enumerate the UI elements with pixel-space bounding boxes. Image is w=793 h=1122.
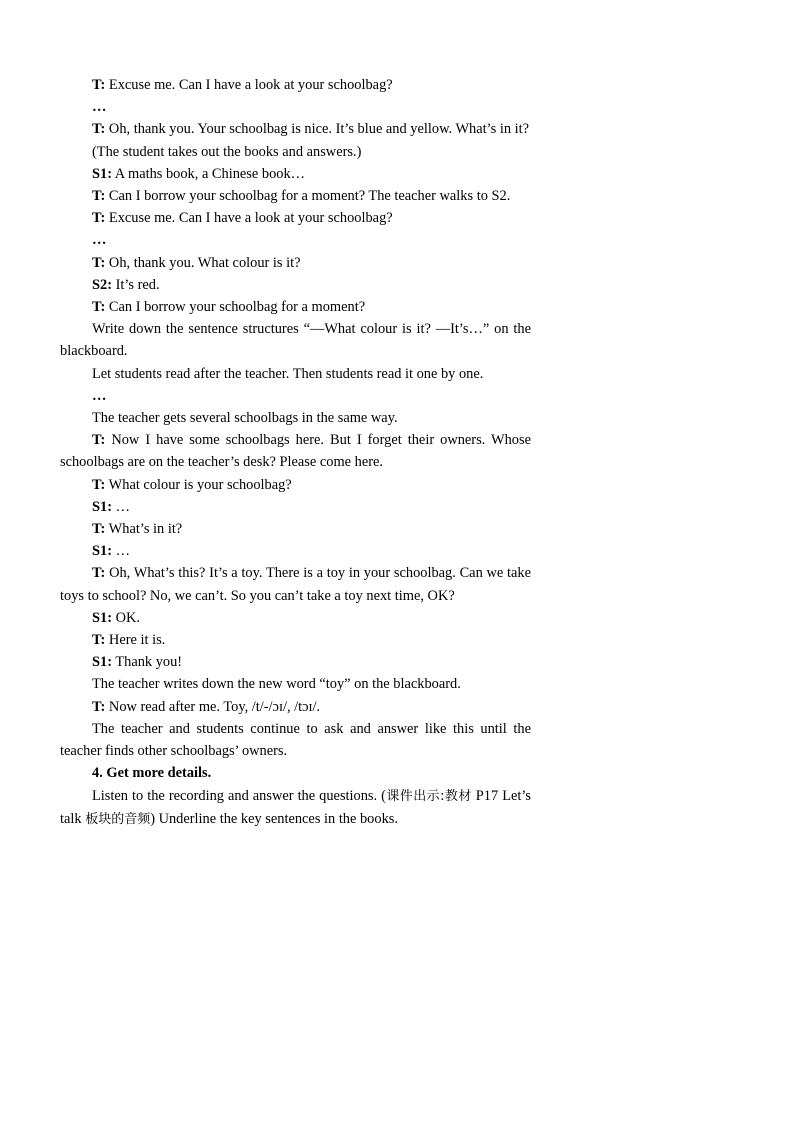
instruction-line bbox=[60, 407, 531, 429]
dialogue-line bbox=[60, 629, 531, 651]
stage-direction bbox=[60, 141, 531, 163]
dialogue-line bbox=[60, 185, 531, 207]
line-text: P17 Let’s talk bbox=[60, 787, 531, 827]
dialogue-line bbox=[60, 651, 531, 673]
speaker-label: T: bbox=[92, 521, 106, 538]
line-text: Can I borrow your schoolbag for a moment? The teacher walks to S2. bbox=[105, 188, 511, 205]
line-text: Oh, thank you. Your schoolbag is nice. It’s blue and yellow. What’s in it? bbox=[105, 121, 529, 138]
ellipsis-line bbox=[60, 385, 531, 407]
speaker-label: T: bbox=[92, 476, 106, 493]
line-text: Here it is. bbox=[105, 632, 166, 649]
speaker-label: T: bbox=[92, 698, 106, 715]
line-text: Excuse me. Can I have a look at your schoolbag? bbox=[105, 77, 393, 93]
instruction-line bbox=[60, 363, 531, 385]
line-text: The teacher gets several schoolbags in the same way. bbox=[92, 410, 398, 427]
dialogue-line bbox=[60, 562, 531, 606]
line-text: The teacher writes down the new word “toy” on the blackboard. bbox=[92, 676, 461, 693]
line-text: Listen to the recording and answer the questions. ( bbox=[92, 787, 386, 804]
line-text: It’s red. bbox=[112, 276, 160, 293]
document-body bbox=[60, 74, 531, 831]
speaker-label: S1: bbox=[92, 654, 112, 671]
dialogue-line bbox=[60, 496, 531, 518]
dialogue-line bbox=[60, 474, 531, 496]
dialogue-line bbox=[60, 163, 531, 185]
cjk-text: 板块的音频 bbox=[85, 811, 151, 827]
dialogue-line bbox=[60, 74, 531, 96]
speaker-label: S1: bbox=[92, 165, 112, 182]
line-text: ) Underline the key sentences in the books. bbox=[150, 810, 398, 827]
speaker-label: S1: bbox=[92, 543, 112, 560]
line-text: Let students read after the teacher. Then students read it one by one. bbox=[92, 365, 484, 382]
line-text: Excuse me. Can I have a look at your schoolbag? bbox=[105, 210, 393, 227]
speaker-label: T: bbox=[92, 432, 106, 449]
line-text: What colour is your schoolbag? bbox=[105, 476, 292, 493]
speaker-label: T: bbox=[92, 299, 106, 316]
line-text: Oh, thank you. What colour is it? bbox=[105, 254, 301, 271]
speaker-label: S2: bbox=[92, 276, 112, 293]
line-text: Oh, What’s this? It’s a toy. There is a toy in your schoolbag. Can we take toys to school? No, we can’t. So you can’t take a toy next time, OK? bbox=[60, 565, 531, 604]
line-text: Thank you! bbox=[112, 654, 183, 671]
line-text: A maths book, a Chinese book… bbox=[112, 165, 306, 182]
ellipsis: … bbox=[92, 387, 107, 404]
ellipsis: … bbox=[92, 99, 107, 116]
dialogue-line bbox=[60, 252, 531, 274]
speaker-label: T: bbox=[92, 77, 106, 93]
instruction-line bbox=[60, 318, 531, 362]
ellipsis-line bbox=[60, 96, 531, 118]
speaker-label: T: bbox=[92, 210, 106, 227]
speaker-label: T: bbox=[92, 254, 106, 271]
line-text: Can I borrow your schoolbag for a moment? bbox=[105, 299, 366, 316]
dialogue-line bbox=[60, 696, 531, 718]
dialogue-line bbox=[60, 296, 531, 318]
line-text: Now read after me. Toy, /t/-/ɔɪ/, /tɔɪ/. bbox=[105, 698, 321, 715]
cjk-text: 课件出示:教材 bbox=[385, 788, 472, 804]
speaker-label: S1: bbox=[92, 498, 112, 515]
ellipsis-line bbox=[60, 229, 531, 251]
speaker-label: T: bbox=[92, 188, 106, 205]
instruction-line bbox=[60, 785, 531, 831]
dialogue-line bbox=[60, 274, 531, 296]
line-text: OK. bbox=[112, 609, 140, 626]
dialogue-line bbox=[60, 607, 531, 629]
line-text: The teacher and students continue to ask and answer like this until the teacher finds other schoolbags’ owners. bbox=[60, 720, 531, 760]
speaker-label: T: bbox=[92, 565, 106, 582]
line-text: … bbox=[112, 543, 130, 560]
instruction-line bbox=[60, 673, 531, 695]
line-text: (The student takes out the books and answers.) bbox=[92, 143, 362, 160]
speaker-label: T: bbox=[92, 121, 106, 138]
speaker-label: T: bbox=[92, 632, 106, 649]
line-text: What’s in it? bbox=[105, 521, 183, 538]
heading-text: 4. Get more details. bbox=[92, 765, 212, 782]
line-text: Write down the sentence structures “—What colour is it? —It’s…” on the blackboard. bbox=[60, 321, 531, 360]
dialogue-line bbox=[60, 207, 531, 229]
ellipsis: … bbox=[92, 232, 107, 249]
section-heading bbox=[60, 762, 531, 784]
line-text: Now I have some schoolbags here. But I forget their owners. Whose schoolbags are on the teacher’s desk? Please come here. bbox=[60, 432, 531, 471]
dialogue-line bbox=[60, 518, 531, 540]
dialogue-line bbox=[60, 118, 531, 140]
line-text: … bbox=[112, 498, 130, 515]
speaker-label: S1: bbox=[92, 609, 112, 626]
dialogue-line bbox=[60, 429, 531, 473]
dialogue-line bbox=[60, 540, 531, 562]
instruction-line bbox=[60, 718, 531, 762]
